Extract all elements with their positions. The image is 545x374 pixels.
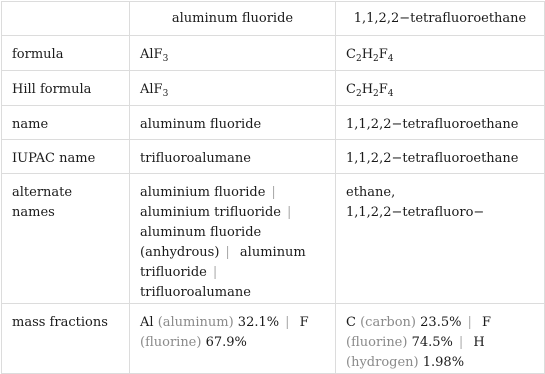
row-label-mass-fractions: mass fractions [2,304,130,374]
text-segment: trifluoroalumane [140,285,251,300]
text-segment: (aluminum) [157,315,234,330]
subscript: 3 [162,54,169,64]
subscript: 4 [387,54,394,64]
text-segment: (hydrogen) [346,355,419,370]
comparison-table [1,1,545,374]
alternate-names-aluminum-fluoride [130,174,336,304]
row-label-iupac-name: IUPAC name [2,140,130,174]
text-segment: AlF [140,82,163,97]
table-row [2,36,545,71]
text-segment: H [361,82,374,97]
text-segment: (fluorine) [346,335,408,350]
header-tetrafluoroethane: 1,1,2,2−tetrafluoroethane [336,2,545,36]
text-segment: C [346,47,356,62]
text-segment: aluminum fluoride (anhydrous) [140,225,262,260]
separator: | [225,245,230,260]
subscript: 2 [373,54,379,64]
text-segment: (carbon) [360,315,417,330]
formula-aluminum-fluoride [130,36,336,71]
text-segment: Al [140,315,158,330]
text-segment: 74.5% [407,335,453,350]
text-segment: 1.98% [418,355,465,370]
hill-formula-aluminum-fluoride [130,71,336,106]
text-segment: AlF [140,47,163,62]
separator: | [271,185,276,200]
separator: | [286,205,292,220]
text-segment: C [346,315,361,330]
text-segment: C [346,82,356,97]
text-segment: aluminium trifluoride [140,205,281,220]
separator: | [467,315,472,330]
alternate-names-tetrafluoroethane [336,174,545,304]
mass-fractions-tetrafluoroethane [336,304,545,374]
text-segment: 67.9% [201,335,247,350]
text-segment: F [299,315,309,330]
table-row [2,304,545,374]
subscript: 2 [355,89,362,99]
formula-tetrafluoroethane [336,36,545,71]
text-segment: 23.5% [416,315,462,330]
iupac-name-tetrafluoroethane: 1,1,2,2−tetrafluoroethane [336,140,545,174]
subscript: 4 [387,89,394,99]
text-segment: H [361,47,374,62]
header-blank-cell [2,2,130,36]
table-row [2,140,545,174]
header-row [2,2,545,36]
table-row [2,106,545,140]
name-aluminum-fluoride: aluminum fluoride [130,106,336,140]
table-row [2,174,545,304]
name-tetrafluoroethane: 1,1,2,2−tetrafluoroethane [336,106,545,140]
header-aluminum-fluoride: aluminum fluoride [130,2,336,36]
row-label-alternate-names: alternate names [2,174,130,304]
text-segment: F [481,315,492,330]
text-segment: aluminum trifluoride [140,245,306,280]
text-segment: F [378,47,388,62]
separator: | [212,265,218,280]
text-segment: (fluorine) [140,335,202,350]
mass-fractions-aluminum-fluoride [130,304,336,374]
separator: | [285,315,290,330]
text-segment: H [473,335,485,350]
text-segment: aluminium fluoride [140,185,266,200]
subscript: 2 [373,89,379,99]
subscript: 2 [355,54,362,64]
subscript: 3 [162,89,169,99]
row-label-formula: formula [2,36,130,71]
hill-formula-tetrafluoroethane [336,71,545,106]
separator: | [458,335,464,350]
table-row [2,71,545,106]
row-label-hill-formula: Hill formula [2,71,130,106]
text-segment: ethane, 1,1,2,2−tetrafluoro− [346,185,485,220]
text-segment: 32.1% [233,315,280,330]
iupac-name-aluminum-fluoride: trifluoroalumane [130,140,336,174]
text-segment: F [378,82,388,97]
row-label-name: name [2,106,130,140]
